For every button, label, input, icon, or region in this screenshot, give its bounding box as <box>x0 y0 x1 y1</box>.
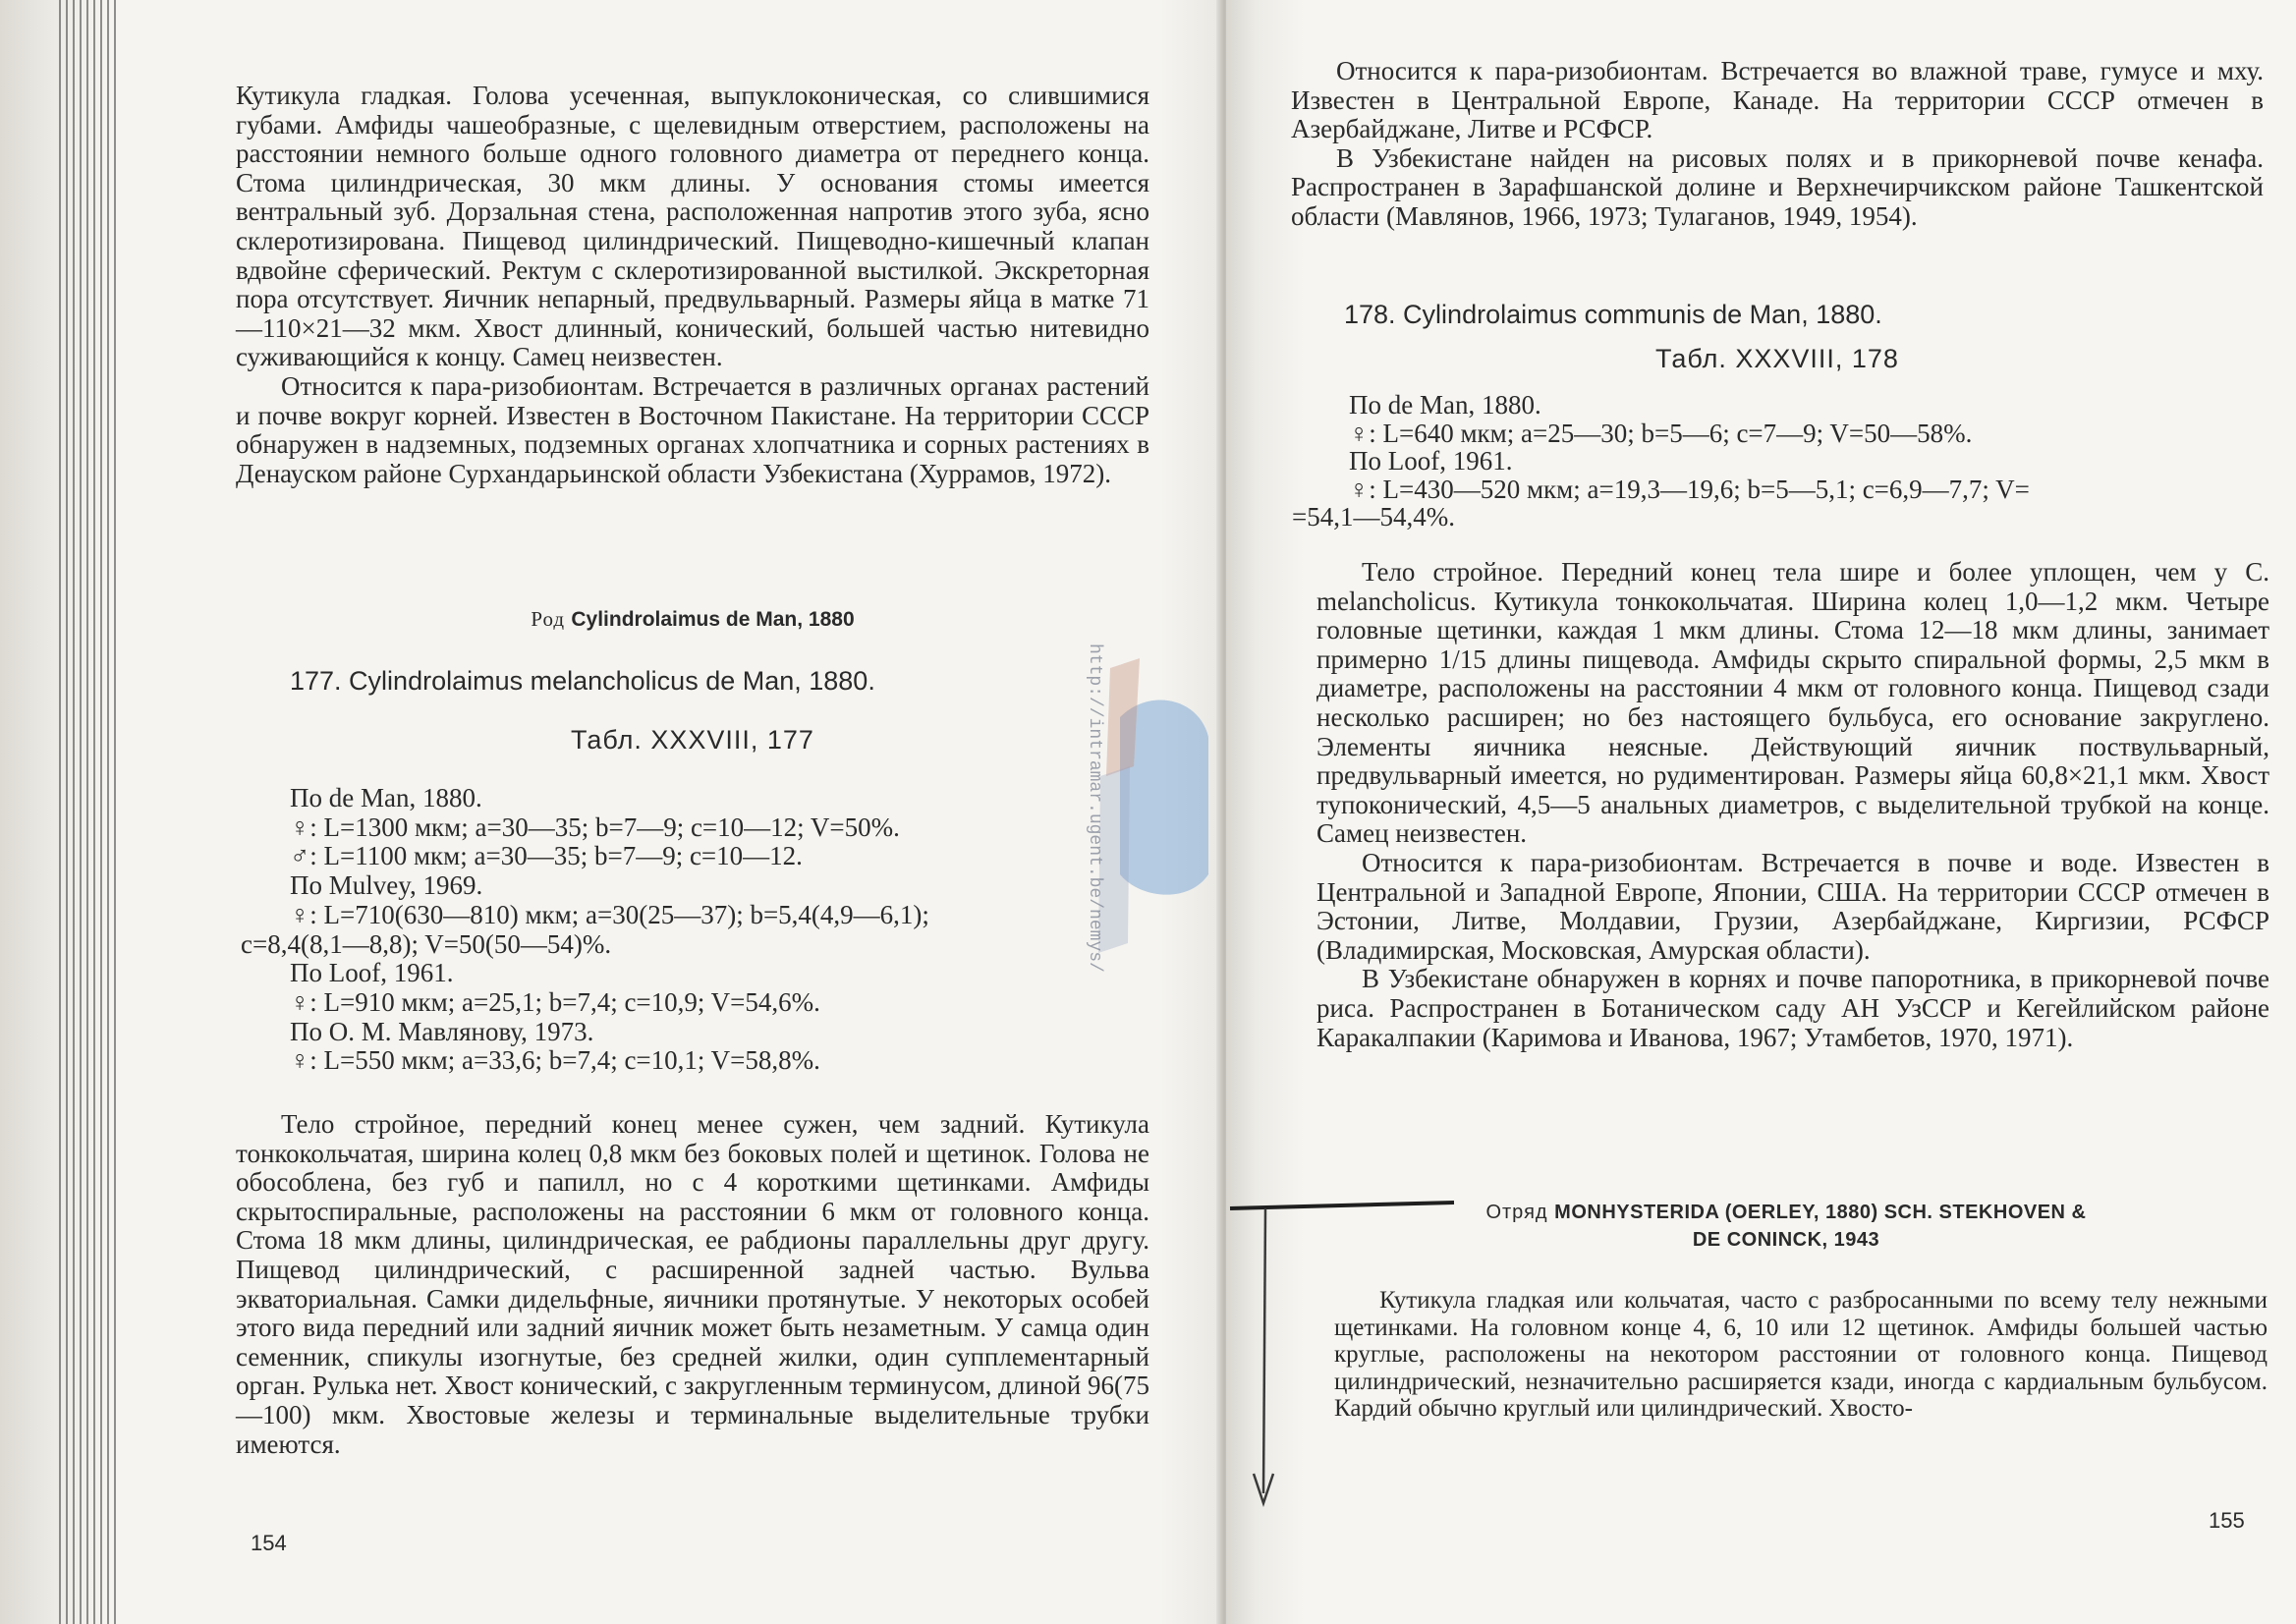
formula-line: ♀: L=640 мкм; a=25—30; b=5—6; c=7—9; V=50—58%. <box>1349 418 1973 448</box>
right-description <box>1316 558 2269 1052</box>
right-page-number: 155 <box>2209 1508 2245 1533</box>
left-formulas <box>241 783 1174 1076</box>
right-intro-block <box>1291 57 2264 232</box>
formula-line: ♀: L=910 мкм; a=25,1; b=7,4; c=10,9; V=54,6%. <box>290 986 820 1017</box>
formula-line: ♀: L=710(630—810) мкм; a=30(25—37); b=5,4(4,9—6,1); <box>290 899 929 929</box>
watermark-url: http://intramar.ugent.be/nemys/ <box>1085 644 1104 973</box>
formula-line: =54,1—54,4%. <box>1292 502 1455 532</box>
formula-line: По de Man, 1880. <box>290 783 482 812</box>
left-page-number: 154 <box>251 1531 287 1555</box>
right-species-title: 178. Cylindrolaimus communis de Man, 1880. <box>1344 300 1882 329</box>
right-description-paragraph-3: В Узбекистане обнаружен в корнях и почве папоротника, в прикорневой почве риса. Распространен в Ботаническом саду АН УзССР и Кегейлийском районе Каракалпакии (Каримова и Иванова, 1967; Утамбетов, 1970, 1971). <box>1316 964 2269 1052</box>
formula-line: ♀: L=430—520 мкм; a=19,3—19,6; b=5—5,1; c=6,9—7,7; V= <box>1349 474 2030 504</box>
left-table-ref: Табл. XXXVIII, 177 <box>571 725 814 755</box>
right-description-paragraph-1: Тело стройное. Передний конец тела шире и более уплощен, чем у C. melancholicus. Кутикула тонкокольчатая. Ширина колец 1,0—1,2 мкм. Четыре головные щетинки, каждая 1 мкм длины. Стома 12—18 мкм длины, занимает примерно 1/15 длины пищевода. Амфиды скрыто спиральной формы, 2,5 мкм в диаметре, расположены на расстоянии 4 мкм от головного конца. Пищевод сзади несколько расширен; но без настоящего бульбуса, его основание закруглено. Элементы яичника неясные. Действующий яичник поствульварный, предвульварный имеется, но рудиментирован. Размеры яйца 60,8×21,1 мкм. Хвост тупоконический, 4,5—5 анальных диаметров, с выделительной трубкой на конце. Самец неизвестен. <box>1316 557 2269 849</box>
right-intro-paragraph-1: Относится к пара-ризобионтам. Встречается во влажной траве, гумусе и мху. Известен в Центральной Европе, Канаде. На территории СССР отмечен в Азербайджане, Литве и РСФСР. <box>1291 56 2264 144</box>
formula-line: ♀: L=550 мкм; a=33,6; b=7,4; c=10,1; V=58,8%. <box>290 1045 820 1076</box>
pen-horizontal-stroke <box>1230 1203 1454 1208</box>
pen-vertical-stroke <box>1263 1208 1265 1493</box>
genus-name: Cylindrolaimus de Man, 1880 <box>571 608 855 631</box>
left-species-title: 177. Cylindrolaimus melancholicus de Man, 1880. <box>290 666 875 696</box>
right-formulas <box>1292 390 2292 532</box>
right-table-ref: Табл. XXXVIII, 178 <box>1655 344 1899 373</box>
right-description-paragraph-2: Относится к пара-ризобионтам. Встречается в почве и воде. Известен в Центральной и Западной Европе, Японии, США. На территории СССР отмечен в Эстонии, Литве, Молдавии, Грузии, Азербайджане, Киргизии, РСФСР (Владимирская, Московская, Амурская области). <box>1316 847 2269 965</box>
formula-line: ♀: L=1300 мкм; a=30—35; b=7—9; c=10—12; V=50%. <box>290 812 900 842</box>
left-intro-block <box>236 82 1149 488</box>
formula-line: По Loof, 1961. <box>1349 446 1513 476</box>
order-description: Кутикула гладкая или кольчатая, часто с разбросанными по всему телу нежными щетинками. На головном конце 4, 6, 10 или 12 щетинок. Амфиды большей частью круглые, расположены на некотором расстоянии от головного конца. Пищевод цилиндрический, незначительно расширяется кзади, иногда с кардиальным бульбусом. Кардий обычно круглый или цилиндрический. Хвосто- <box>1334 1287 2268 1423</box>
left-intro-paragraph-1: Кутикула гладкая. Голова усеченная, выпуклоконическая, со слившимися губами. Амфиды чашеобразные, с щелевидным отверстием, расположены на расстоянии немного больше одного головного диаметра от переднего конца. Стома цилиндрическая, 30 мкм длины. У основания стомы имеется вентральный зуб. Дорзальная стена, расположенная напротив этого зуба, ясно склеротизирована. Пищевод цилиндрический. Пищеводно-кишечный клапан вдвойне сферический. Ректум с склеротизированной выстилкой. Экскреторная пора отсутствует. Яичник непарный, предвульварный. Размеры яйца в матке 71—110×21—32 мкм. Хвост длинный, конический, большей частью нитевидно суживающийся к концу. Самец неизвестен. <box>236 81 1149 372</box>
order-name-line-2: DE CONINCK, 1943 <box>1692 1229 1880 1251</box>
formula-line: ♂: L=1100 мкм; a=30—35; b=7—9; c=10—12. <box>290 841 803 871</box>
left-description: Тело стройное, передний конец менее сужен, чем задний. Кутикула тонкокольчатая, ширина колец 0,8 мкм без боковых полей и щетинок. Голова не обособлена, без губ и папилл, но с 4 короткими щетинками. Амфиды скрытоспиральные, расположены на расстоянии 6 мкм от головного конца. Стома 18 мкм длины, цилиндрическая, ее рабдионы параллельны друг другу. Пищевод цилиндрический, с расширенной задней частью. Вульва экваториальная. Самки дидельфные, яичники протянутые. У некоторых особей этого вида передний или задний яичник может быть незаметным. У самца один семенник, спикулы изогнутые, без средней жилки, один супплементарный орган. Рулька нет. Хвост конический, с закругленным терминусом, длиной 96(75—100) мкм. Хвостовые железы и терминальные выделительные трубки имеются. <box>236 1109 1149 1459</box>
left-intro-paragraph-2: Относится к пара-ризобионтам. Встречается в различных органах растений и почве вокруг корней. Известен в Восточном Пакистане. На территории СССР обнаружен в надземных, подземных органах хлопчатника и сорных растениях в Денауском районе Сурхандарьинской области Узбекистана (Хуррамов, 1972). <box>236 370 1149 488</box>
genus-prefix: Род <box>531 607 566 631</box>
formula-line: По Loof, 1961. <box>290 958 454 988</box>
order-name-line-1: MONHYSTERIDA (OERLEY, 1880) SCH. STEKHOVEN & <box>1554 1202 2087 1223</box>
formula-line: c=8,4(8,1—8,8); V=50(50—54)%. <box>241 928 612 959</box>
formula-line: По de Man, 1880. <box>1349 390 1541 420</box>
binding-shadow <box>59 0 118 1624</box>
order-prefix: Отряд <box>1485 1202 1548 1223</box>
formula-line: По Mulvey, 1969. <box>290 870 483 901</box>
right-intro-paragraph-2: В Узбекистане найден на рисовых полях и в прикорневой почве кенафа. Распространен в Зарафшанской долине и Верхнечирчикском районе Ташкентской области (Мавлянов, 1966, 1973; Тулаганов, 1949, 1954). <box>1291 142 2264 231</box>
formula-line: По О. М. Мавлянову, 1973. <box>290 1016 594 1046</box>
handwritten-arrow-mark <box>1226 1179 1462 1533</box>
genus-heading <box>236 607 1149 632</box>
